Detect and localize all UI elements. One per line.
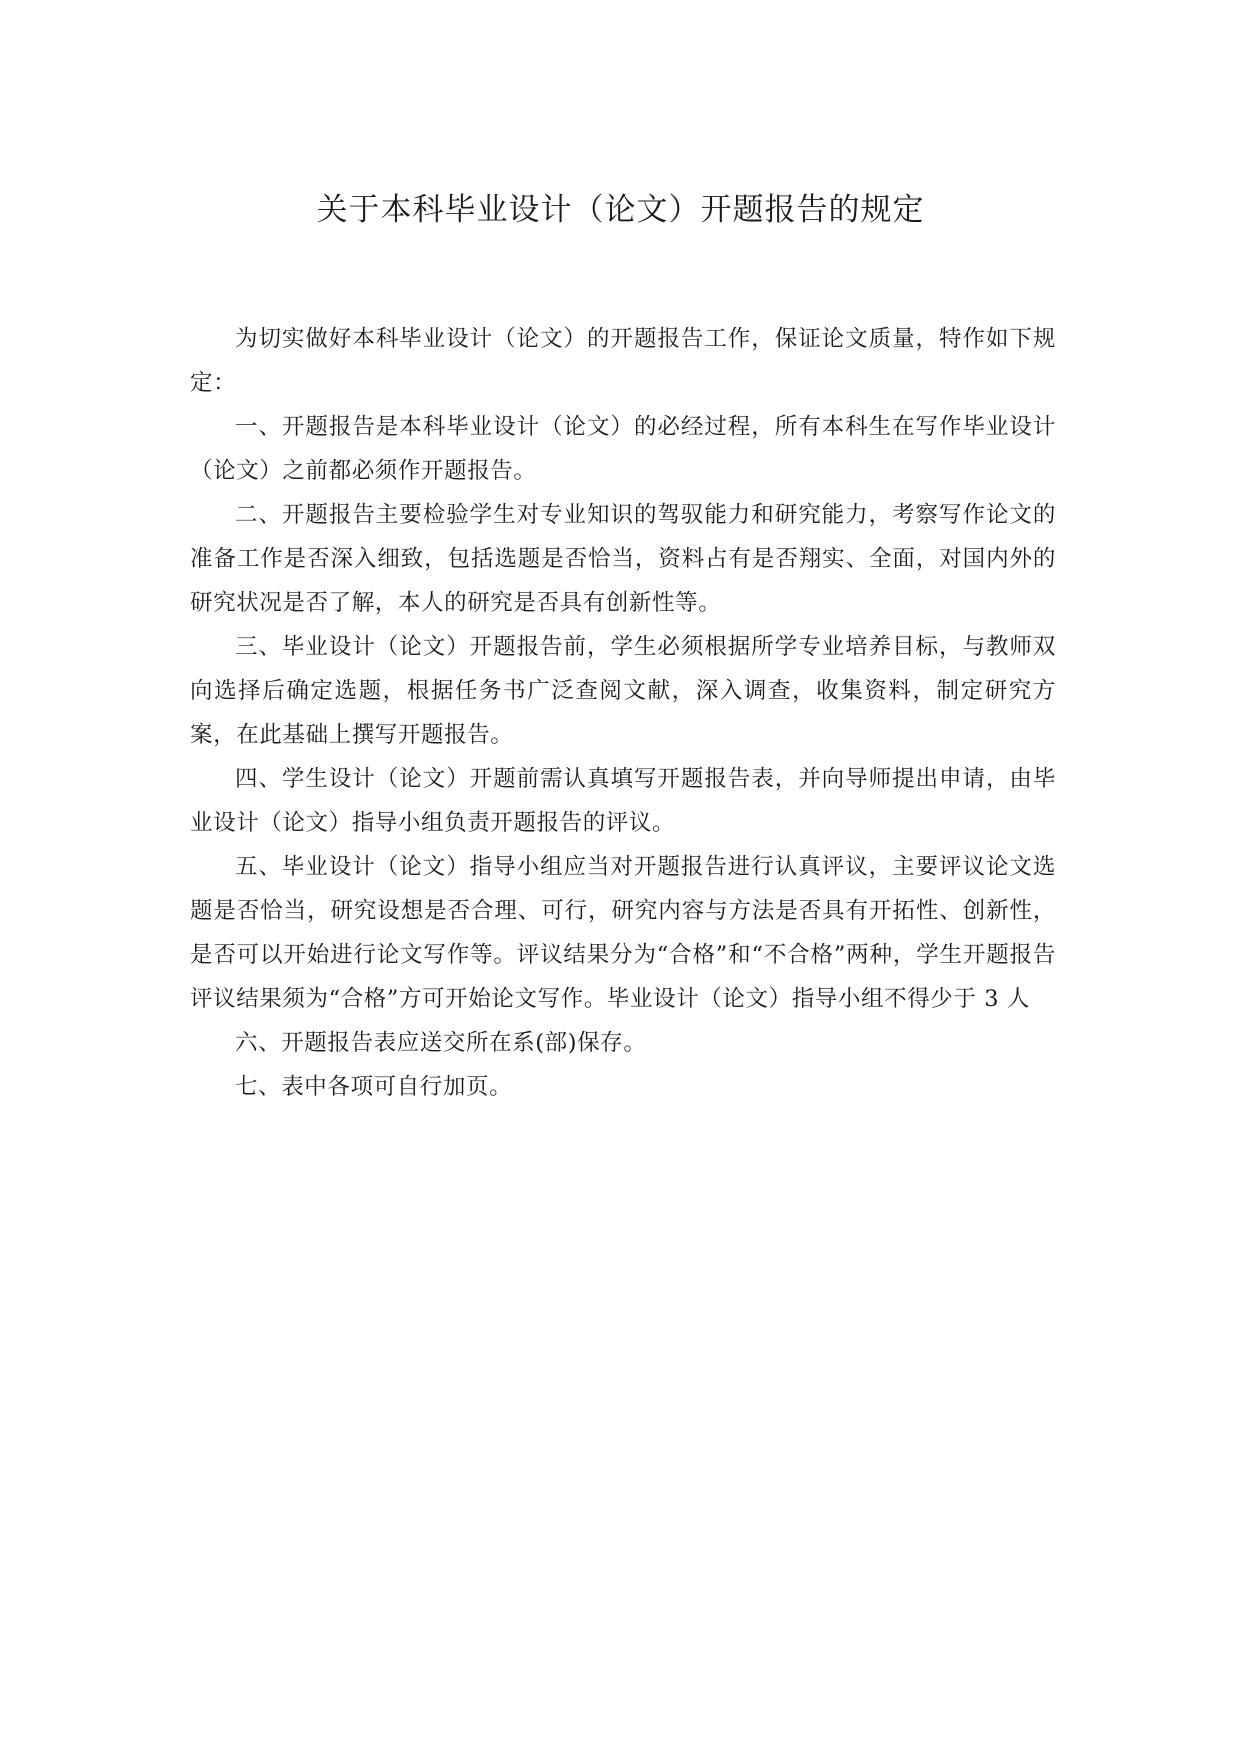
paragraph-intro: 为切实做好本科毕业设计（论文）的开题报告工作，保证论文质量，特作如下规定： bbox=[190, 326, 1056, 396]
paragraph-rule-2: 二、开题报告主要检验学生对专业知识的驾驭能力和研究能力，考察写作论文的准备工作是否深入细致，包括选题是否恰当，资料占有是否翔实、全面，对国内外的研究状况是否了解，本人的研究是否具有创新性等。 bbox=[190, 502, 1056, 616]
paragraph-rule-6: 六、开题报告表应送交所在系(部)保存。 bbox=[235, 1030, 647, 1056]
paragraph-rule-1: 一、开题报告是本科毕业设计（论文）的必经过程，所有本科生在写作毕业设计（论文）之前都必须作开题报告。 bbox=[190, 414, 1056, 484]
paragraph-rule-3: 三、毕业设计（论文）开题报告前，学生必须根据所学专业培养目标，与教师双向选择后确定选题，根据任务书广泛查阅文献，深入调查，收集资料，制定研究方案，在此基础上撰写开题报告。 bbox=[190, 634, 1056, 748]
document-title: 关于本科毕业设计（论文）开题报告的规定 bbox=[316, 192, 925, 228]
paragraph-rule-5: 五、毕业设计（论文）指导小组应当对开题报告进行认真评议，主要评议论文选题是否恰当，研究设想是否合理、可行，研究内容与方法是否具有开拓性、创新性，是否可以开始进行论文写作等。评议结果分为“合格”和“不合格”两种，学生开题报告评议结果须为“合格”方可开始论文写作。毕业设计（论文）指导小组不得少于 3 人 bbox=[190, 854, 1056, 1012]
paragraph-rule-4: 四、学生设计（论文）开题前需认真填写开题报告表，并向导师提出申请，由毕业设计（论文）指导小组负责开题报告的评议。 bbox=[190, 766, 1056, 836]
document-body bbox=[190, 317, 1056, 1109]
paragraph-rule-7: 七、表中各项可自行加页。 bbox=[235, 1074, 513, 1100]
